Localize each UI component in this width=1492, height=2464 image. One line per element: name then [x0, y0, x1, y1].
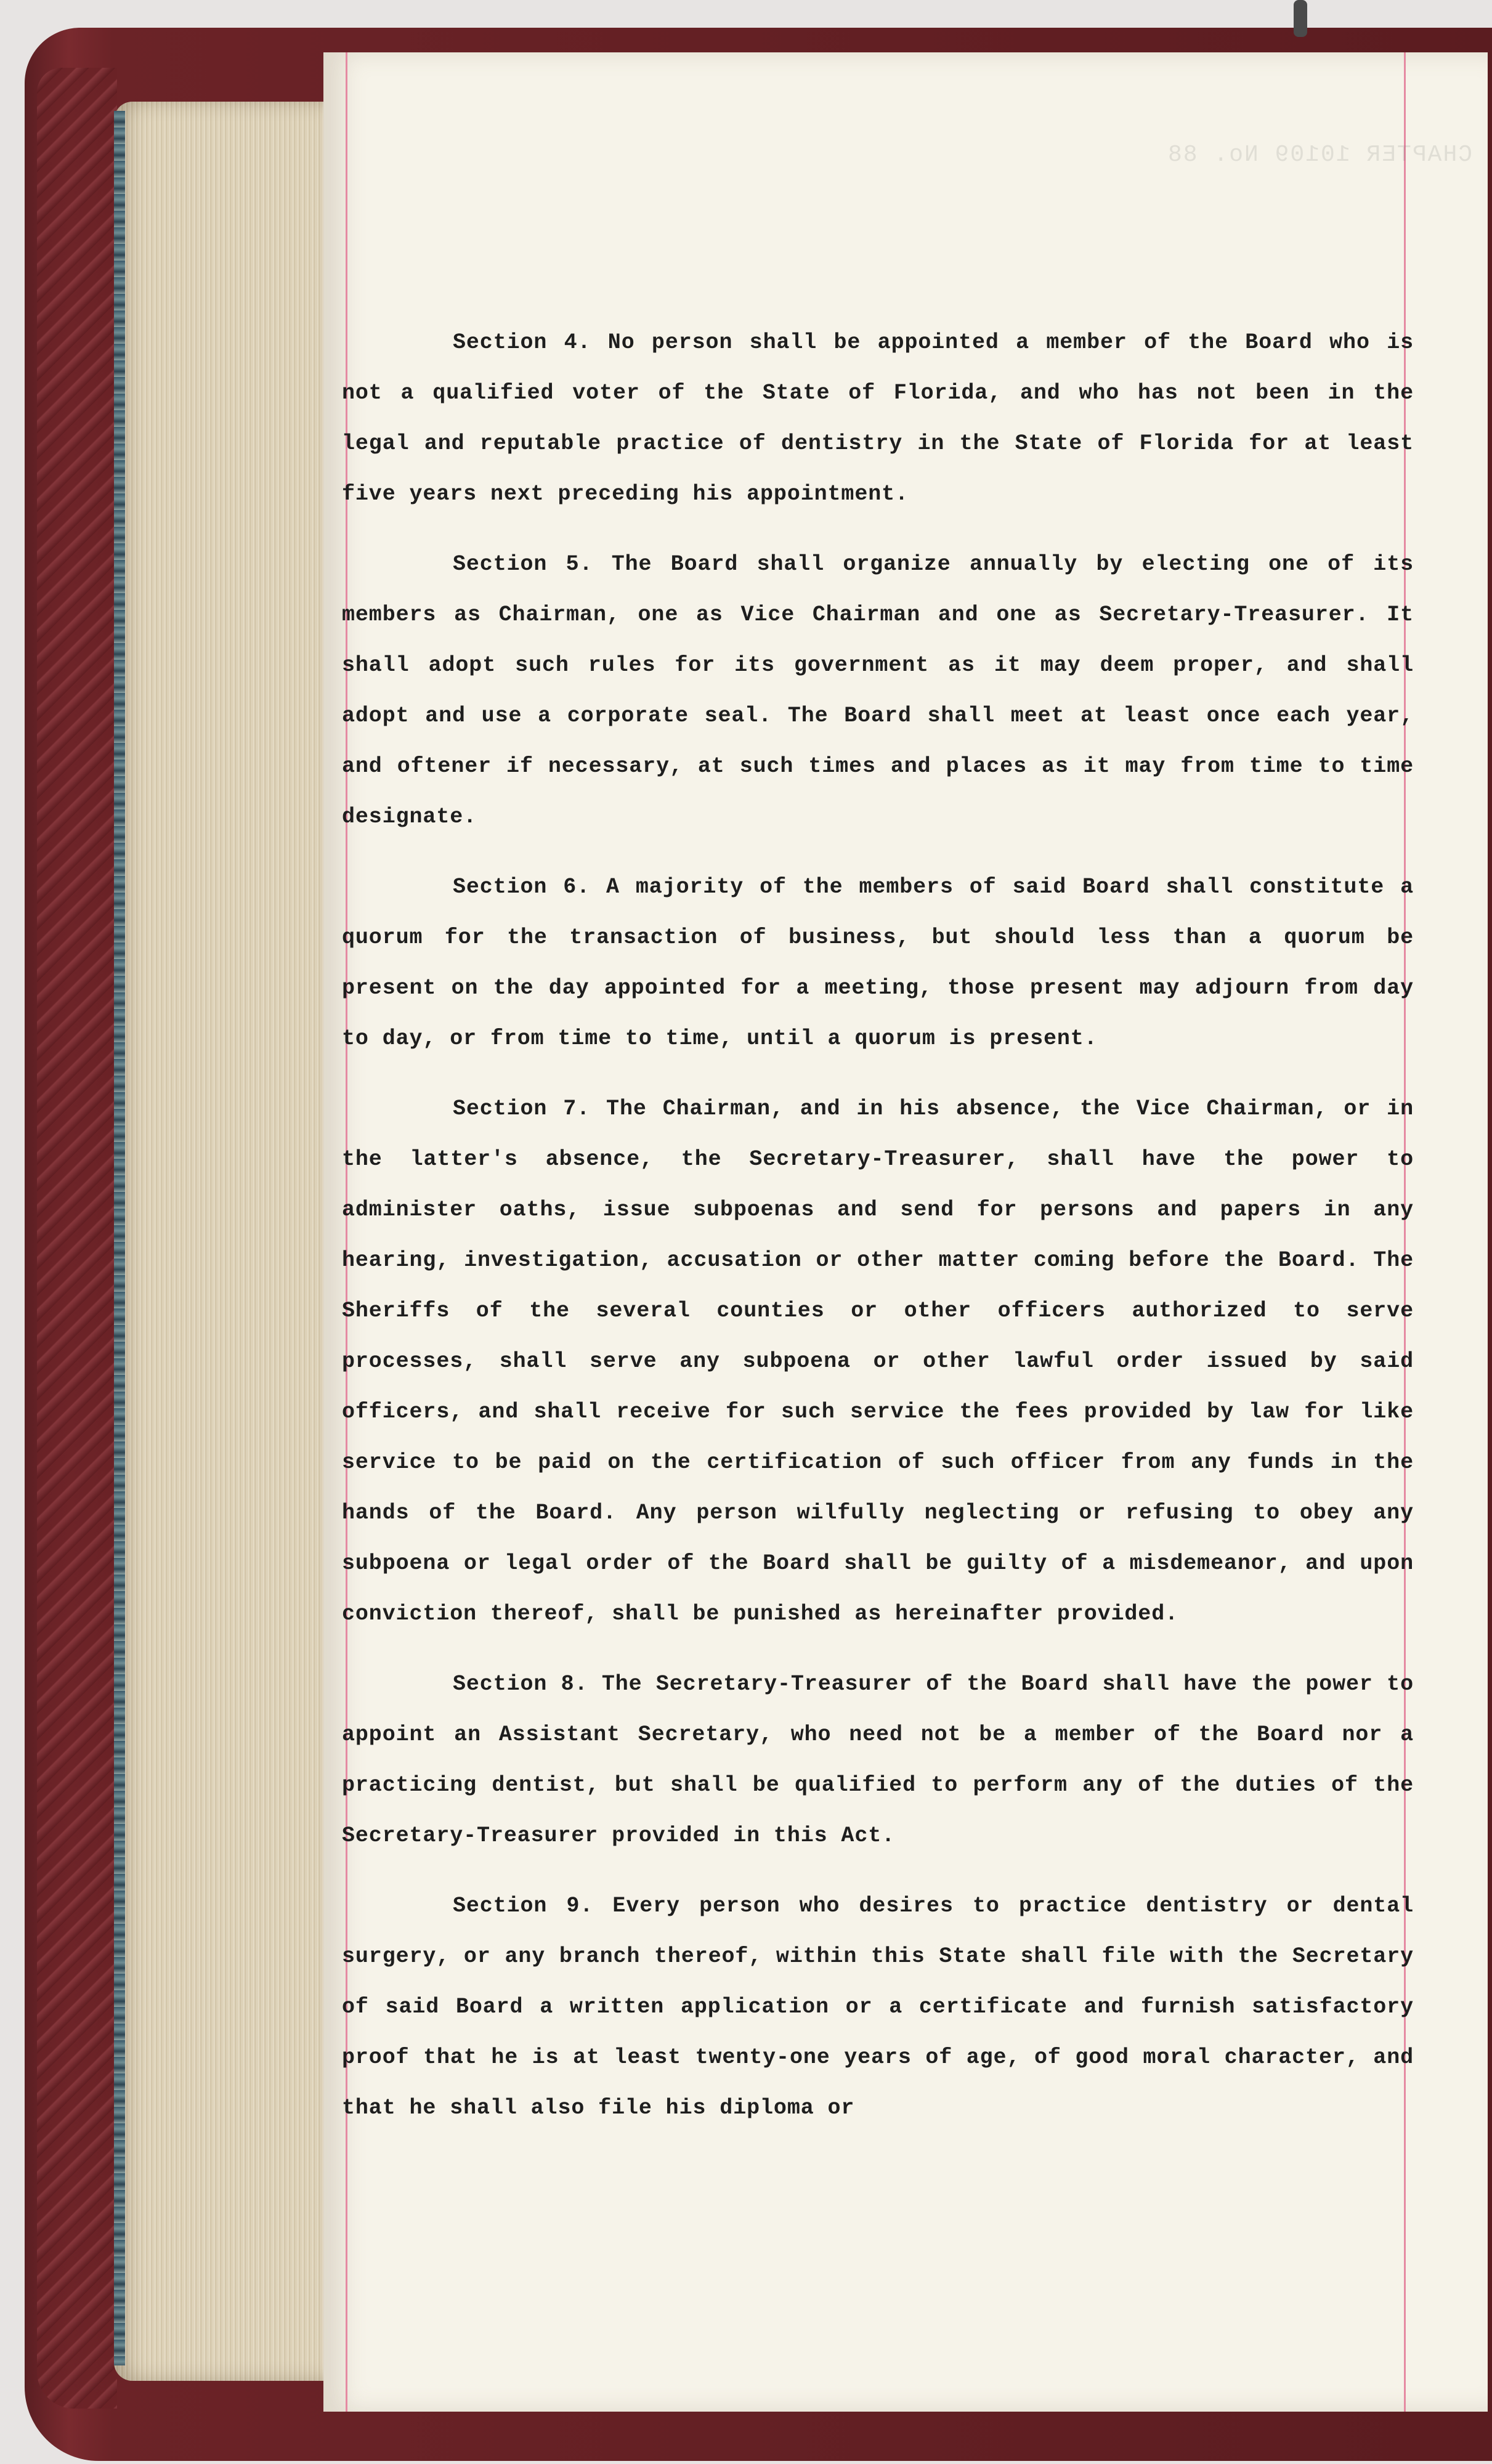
section-5-paragraph: Section 5. The Board shall organize annually by electing one of its members as Chairman, one as Vice Chairman and one as Secretary-Treasurer. It shall adopt such rules for its government as it may deem proper, and shall adopt and use a corporate seal. The Board shall meet at least once each year, and oftener if necessary, at such times and places as it may from time to time designate. — [342, 552, 1414, 829]
section-9-paragraph: Section 9. Every person who desires to practice dentistry or dental surgery, or any branch thereof, within this State shall file with the Secretary of said Board a written application or a certificate and furnish satisfactory proof that he is at least twenty-one years of age, of good moral character, and that he shall also file his diploma or — [342, 1894, 1414, 2120]
cover-spine-ridges — [37, 68, 117, 2409]
book-clasp — [1294, 0, 1307, 37]
section-8-paragraph: Section 8. The Secretary-Treasurer of the Board shall have the power to appoint an Assistant Secretary, who need not be a member of the Board nor a practicing dentist, but shall be qualified to perform any of the duties of the Secretary-Treasurer provided in this Act. — [342, 1672, 1414, 1848]
section-6-paragraph: Section 6. A majority of the members of said Board shall constitute a quorum for the transaction of business, but should less than a quorum be present on the day appointed for a meeting, those present may adjourn from day to day, or from time to time, until a quorum is present. — [342, 875, 1414, 1051]
document-body — [342, 317, 1414, 2133]
section-7-paragraph: Section 7. The Chairman, and in his absence, the Vice Chairman, or in the latter's absence, the Secretary-Treasurer, shall have the power to administer oaths, issue subpoenas and send for persons and papers in any hearing, investigation, accusation or other matter coming before the Board. The Sheriffs of the several counties or other officers authorized to serve processes, shall serve any subpoena or other lawful order issued by said officers, and shall receive for such service the fees provided by law for like service to be paid on the certification of such officer from any funds in the hands of the Board. Any person wilfully neglecting or refusing to obey any subpoena or legal order of the Board shall be guilty of a misdemeanor, and upon conviction thereof, shall be punished as hereinafter provided. — [342, 1096, 1414, 1626]
section-4-paragraph: Section 4. No person shall be appointed a member of the Board who is not a qualified voter of the State of Florida, and who has not been in the legal and reputable practice of dentistry in the State of Florida for at least five years next preceding his appointment. — [342, 330, 1414, 506]
page-stack-edges — [114, 102, 323, 2381]
marbled-edge — [114, 111, 125, 2365]
